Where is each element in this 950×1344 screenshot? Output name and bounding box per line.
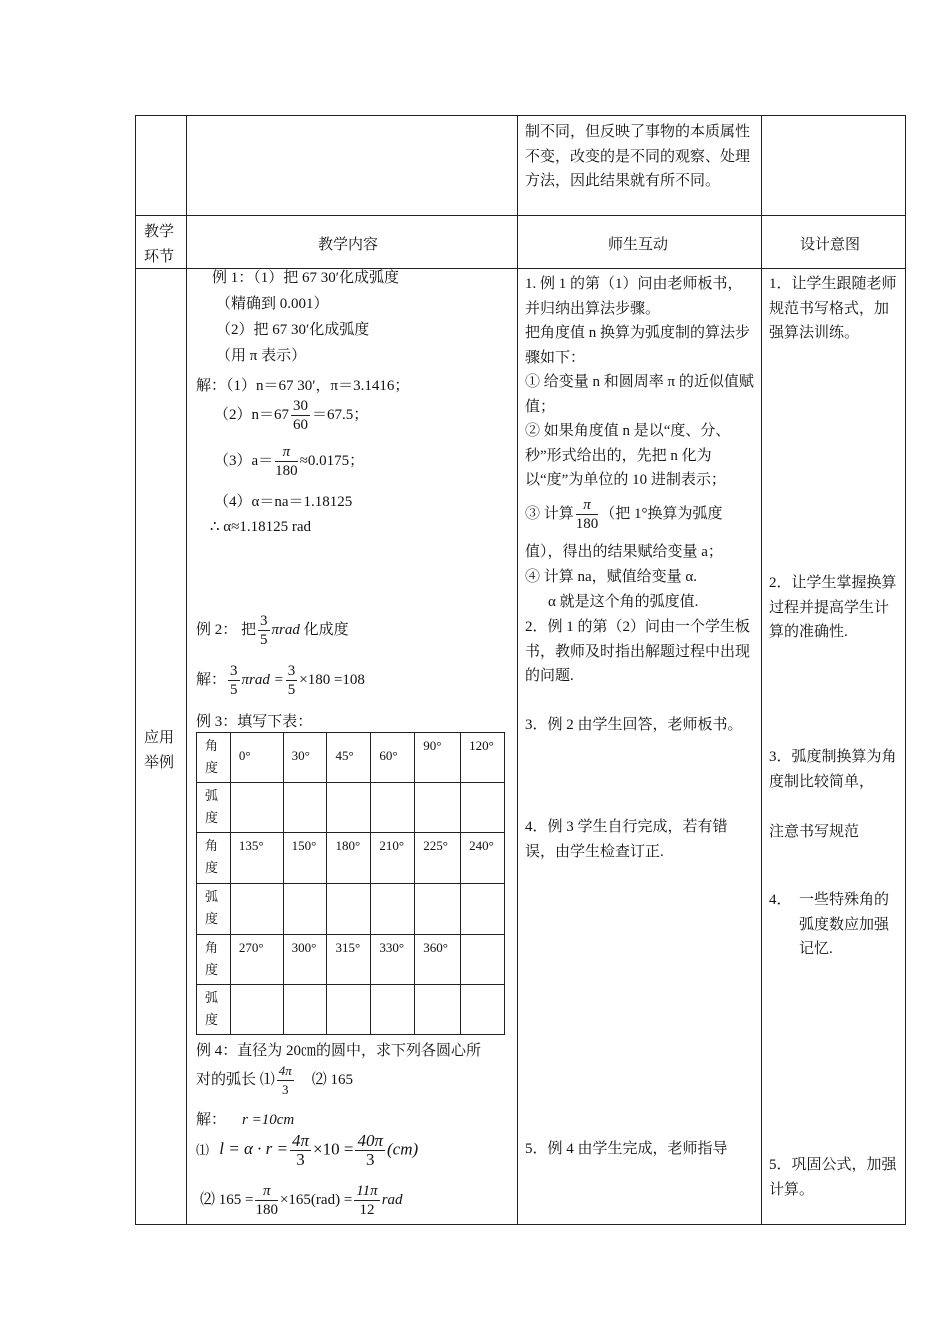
- ex3-table: [196, 732, 505, 1035]
- table-cell: [230, 985, 283, 1035]
- table-cell: 300°: [283, 935, 327, 985]
- ex2-title: 例 2： 把 $\frac{3}{5}$ πrad 化成度: [196, 613, 349, 648]
- table-cell: 60°: [371, 733, 415, 783]
- interaction-p5: ③ 计算 $\frac{\pi}{180}$ （把 1°换算为弧度: [525, 497, 723, 532]
- intent-5: 5．巩固公式，加强计算。: [769, 1157, 897, 1198]
- ex1-note1: （精确到 0.001）: [216, 296, 329, 312]
- table-border-top: [135, 115, 905, 116]
- table-cell: [230, 783, 283, 833]
- interaction-p11: 5．例 4 由学生完成，老师指导: [525, 1141, 728, 1157]
- table-cell: 120°: [461, 733, 505, 783]
- header-content: 教学内容: [318, 237, 379, 253]
- table-cell: 210°: [371, 833, 415, 884]
- intent-1: 1．让学生跟随老师规范书写格式，加强算法训练。: [769, 276, 897, 341]
- interaction-p9: 3．例 2 由学生回答，老师板书。: [525, 717, 743, 733]
- interaction-p6: ④ 计算 na，赋值给变量 α.: [525, 569, 698, 585]
- row-label-angle: 角度: [197, 833, 231, 884]
- sol1-conclusion: ∴ α≈1.18125 rad: [210, 519, 312, 535]
- table-cell: 330°: [371, 935, 415, 985]
- table-cell: 225°: [415, 833, 461, 884]
- table-cell: 360°: [415, 935, 461, 985]
- table-cell: 90°: [415, 733, 461, 783]
- sol1-step1: 解：（1）n＝67 30′，π＝3.1416；: [196, 378, 410, 394]
- ex1-title: 例 1：（1）把 67 30′化成弧度: [212, 270, 400, 286]
- table-cell: [415, 884, 461, 935]
- table-border-bottom: [135, 1224, 905, 1225]
- ex4-line2: 对的弧长 ⑴ $\frac{4\pi}{3}$ ⑵ 165: [196, 1063, 354, 1097]
- intent-4-number: 4．: [769, 892, 792, 908]
- row-label-angle: 角度: [197, 935, 231, 985]
- table-cell: 270°: [230, 935, 283, 985]
- interaction-p4: ② 如果角度值 n 是以“度、分、秒”形式给出的，先把 n 化为以“度”为单位的 10 进制表示；: [525, 423, 731, 488]
- table-cell: [371, 985, 415, 1035]
- interaction-p3: ① 给变量 n 和圆周率 π 的近似值赋值；: [525, 374, 754, 415]
- table-row: [197, 783, 505, 833]
- table-cell: [327, 985, 371, 1035]
- sol4-header: 解： r =10cm: [196, 1112, 295, 1128]
- table-cell: [461, 985, 505, 1035]
- table-cell: [327, 884, 371, 935]
- table-cell: 315°: [327, 935, 371, 985]
- interaction-p10: 4．例 3 学生自行完成，若有错误，由学生检查订正.: [525, 819, 728, 860]
- table-cell: [461, 935, 505, 985]
- table-row: [197, 833, 505, 884]
- intent-2: 2．让学生掌握换算过程并提高学生计算的准确性.: [769, 575, 897, 640]
- table-cell: [283, 985, 327, 1035]
- sol1-step2: （2）n＝67 $\frac{30}{60}$ ＝67.5；: [214, 398, 369, 433]
- table-cell: 240°: [461, 833, 505, 884]
- table-cell: [371, 884, 415, 935]
- table-cell: [371, 783, 415, 833]
- table-row: [197, 733, 505, 783]
- table-cell: [283, 884, 327, 935]
- ex4-line1: 例 4：直径为 20㎝的圆中，求下列各圆心所: [196, 1043, 482, 1059]
- table-border-left: [135, 115, 136, 1225]
- table-cell: 0°: [230, 733, 283, 783]
- table-cell: 150°: [283, 833, 327, 884]
- stage-label: 应用举例: [144, 730, 175, 771]
- table-col-divider-1: [186, 115, 187, 1225]
- table-row: [197, 935, 505, 985]
- ex1-note2: （用 π 表示）: [216, 348, 307, 364]
- intent-3b: 注意书写规范: [769, 824, 860, 840]
- header-interaction: 师生互动: [608, 237, 669, 253]
- table-row: [197, 884, 505, 935]
- table-cell: 135°: [230, 833, 283, 884]
- row-label-radian: 弧度: [197, 783, 231, 833]
- interaction-p8: 2．例 1 的第（2）问由一个学生板书，教师及时指出解题过程中出现的问题.: [525, 619, 751, 684]
- row-label-radian: 弧度: [197, 884, 231, 935]
- table-cell: [415, 783, 461, 833]
- interaction-p2: 把角度值 n 换算为弧度制的算法步骤如下：: [525, 325, 751, 366]
- sol4-part1: ⑴ l = α · r = $\frac{4\pi}{3}$ ×10 = $\frac{40\pi}{3}$ (cm): [196, 1131, 419, 1169]
- table-border-right: [905, 115, 906, 1225]
- table-cell: [461, 783, 505, 833]
- table-header-top-line: [135, 215, 905, 216]
- ex3-title: 例 3：填写下表：: [196, 714, 313, 730]
- interaction-p7: α 就是这个角的弧度值.: [548, 594, 699, 610]
- sol1-step4: （4）α＝na＝1.18125: [214, 494, 353, 510]
- table-cell: [230, 884, 283, 935]
- interaction-p5-cont: 值），得出的结果赋给变量 a；: [525, 544, 723, 560]
- sol1-step3: （3）a＝ $\frac{\pi}{180}$ ≈0.0175；: [214, 444, 365, 479]
- intent-3a: 3．弧度制换算为角度制比较简单，: [769, 749, 897, 790]
- table-cell: [461, 884, 505, 935]
- intent-4: 一些特殊角的弧度数应加强记忆.: [799, 892, 890, 957]
- table-cell: 180°: [327, 833, 371, 884]
- table-col-divider-2: [517, 115, 518, 1225]
- table-cell: [327, 783, 371, 833]
- row-label-radian: 弧度: [197, 985, 231, 1035]
- table-cell: [283, 783, 327, 833]
- sol2: 解： $\frac{3}{5}$ πrad = $\frac{3}{5}$ ×180 =108: [196, 663, 365, 698]
- header-intent: 设计意图: [800, 237, 861, 253]
- table-row: [197, 985, 505, 1035]
- sol4-part2: ⑵ 165 = $\frac{\pi}{180}$ ×165(rad) = $\frac{11\pi}{12}$ rad: [200, 1183, 403, 1218]
- interaction-p1: 1. 例 1 的第（1）问由老师板书，并归纳出算法步骤。: [525, 276, 743, 317]
- ex1-part2: （2）把 67 30′化成弧度: [216, 322, 370, 338]
- top-row-interaction-text: 制不同，但反映了事物的本质属性不变，改变的是不同的观察、处理方法，因此结果就有所不同。: [525, 124, 751, 189]
- table-cell: [415, 985, 461, 1035]
- table-cell: 30°: [283, 733, 327, 783]
- row-label-angle: 角度: [197, 733, 231, 783]
- header-stage: 教学环节: [144, 224, 175, 265]
- table-cell: 45°: [327, 733, 371, 783]
- table-col-divider-3: [761, 115, 762, 1225]
